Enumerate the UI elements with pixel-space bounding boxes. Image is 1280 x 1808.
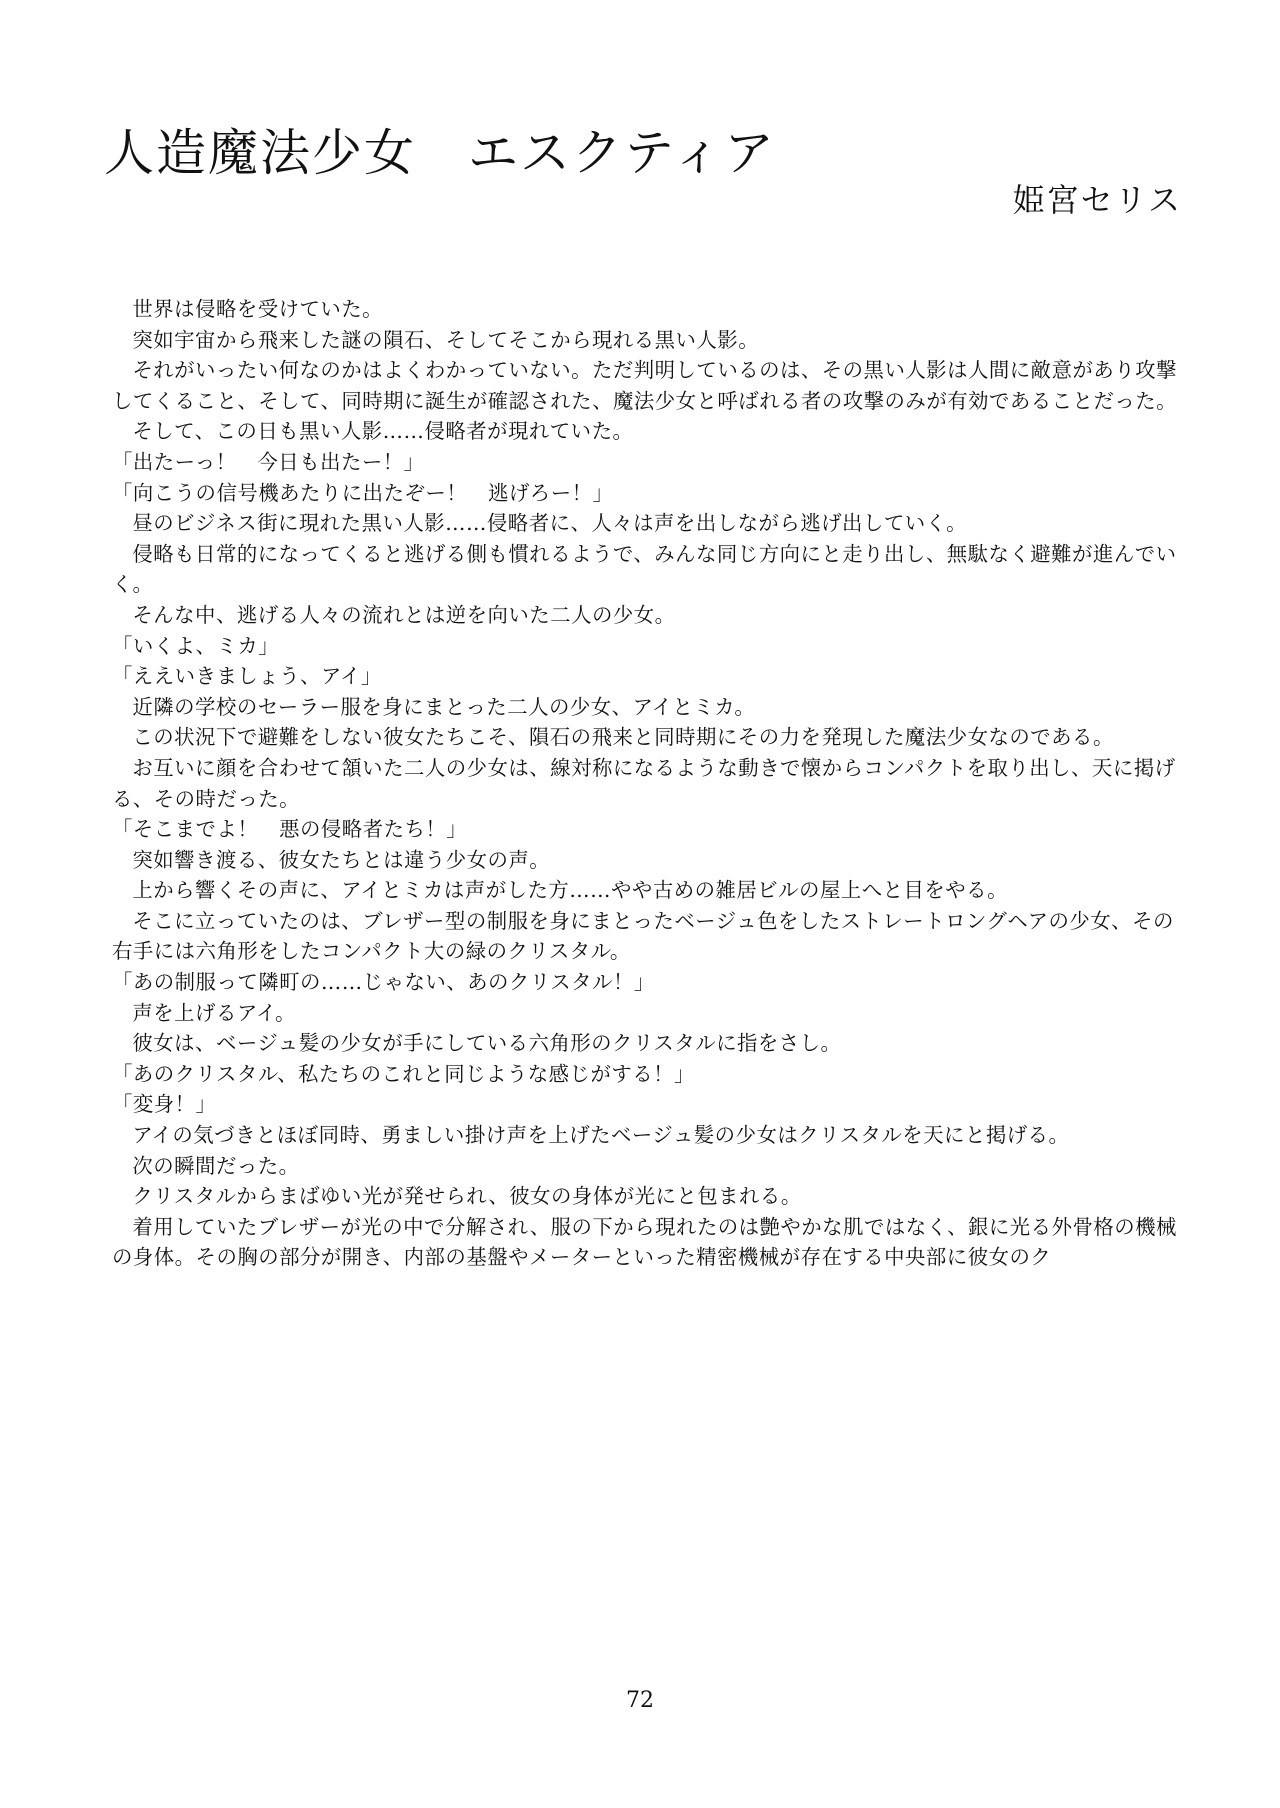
story-body [112,294,1190,1273]
dialogue-line: 「ええいきましょう、アイ」 [112,664,382,689]
dialogue-line: 「いくよ、ミカ」 [112,633,280,658]
narration-paragraph: アイの気づきとほぼ同時、勇ましい掛け声を上げたベージュ髪の少女はクリスタルを天にと掲げる。 [132,1123,1070,1148]
narration-paragraph: 上から響くその声に、アイとミカは声がした方……やや古めの雑居ビルの屋上へと目をやる。 [132,878,1008,903]
narration-paragraph: 着用していたブレザーが光の中で分解され、服の下から現れたのは艶やかな肌ではなく、銀に光る外骨格の機械の身体。その胸の部分が開き、内部の基盤やメーターといった精密機械が存在する中央部に彼女のク [112,1214,1177,1270]
story-title: 人造魔法少女 エスクティア [104,124,776,182]
dialogue-line: 「向こうの信号機あたりに出たぞー！ 逃げろー！」 [112,480,614,505]
narration-paragraph: それがいったい何なのかはよくわかっていない。ただ判明しているのは、その黒い人影は人間に敵意があり攻撃してくること、そして、同時期に誕生が確認された、魔法少女と呼ばれる者の攻撃のみが有効であることだった。 [112,358,1178,413]
page-number: 72 [626,1688,654,1713]
narration-paragraph: 突如響き渡る、彼女たちとは違う少女の声。 [132,847,551,872]
narration-paragraph: 彼女は、ベージュ髪の少女が手にしている六角形のクリスタルに指をさし。 [132,1031,842,1056]
narration-paragraph: お互いに顔を合わせて頷いた二人の少女は、線対称になるような動きで懐からコンパクトを取り出し、天に掲げる、その時だった。 [112,755,1176,811]
author-name: 姫宮セリス [1012,181,1182,219]
narration-paragraph: そして、この日も黒い人影……侵略者が現れていた。 [132,419,634,444]
narration-paragraph: 侵略も日常的になってくると逃げる側も慣れるようで、みんな同じ方向にと走り出し、無駄なく避難が進んでいく。 [112,541,1177,597]
narration-paragraph: そんな中、逃げる人々の流れとは逆を向いた二人の少女。 [132,602,676,627]
dialogue-line: 「そこまでよ！ 悪の侵略者たち！」 [112,817,468,842]
narration-paragraph: 近隣の学校のセーラー服を身にまとった二人の少女、アイとミカ。 [132,694,756,719]
dialogue-line: 「変身！」 [112,1092,217,1117]
narration-paragraph: クリスタルからまばゆい光が発せられ、彼女の身体が光にと包まれる。 [132,1184,802,1209]
narration-paragraph: 次の瞬間だった。 [132,1153,300,1178]
dialogue-line: 「出たーっ！ 今日も出たー！」 [112,449,425,474]
narration-paragraph: 昼のビジネス街に現れた黒い人影……侵略者に、人々は声を出しながら逃げ出していく。 [132,511,967,536]
narration-paragraph: 声を上げるアイ。 [132,1000,296,1025]
dialogue-line: 「あの制服って隣町の……じゃない、あのクリスタル！」 [112,970,655,995]
narration-paragraph: 世界は侵略を受けていた。 [132,297,384,321]
narration-paragraph: そこに立っていたのは、ブレザー型の制服を身にまとったベージュ色をしたストレートロングヘアの少女、その右手には六角形をしたコンパクト大の緑のクリスタル。 [112,908,1174,964]
dialogue-line: 「あのクリスタル、私たちのこれと同じような感じがする！」 [112,1061,695,1086]
narration-paragraph: この状況下で避難をしない彼女たちこそ、隕石の飛来と同時期にその力を発現した魔法少女なのである。 [132,725,1114,750]
narration-paragraph: 突如宇宙から飛来した謎の隕石、そしてそこから現れる黒い人影。 [132,327,760,352]
